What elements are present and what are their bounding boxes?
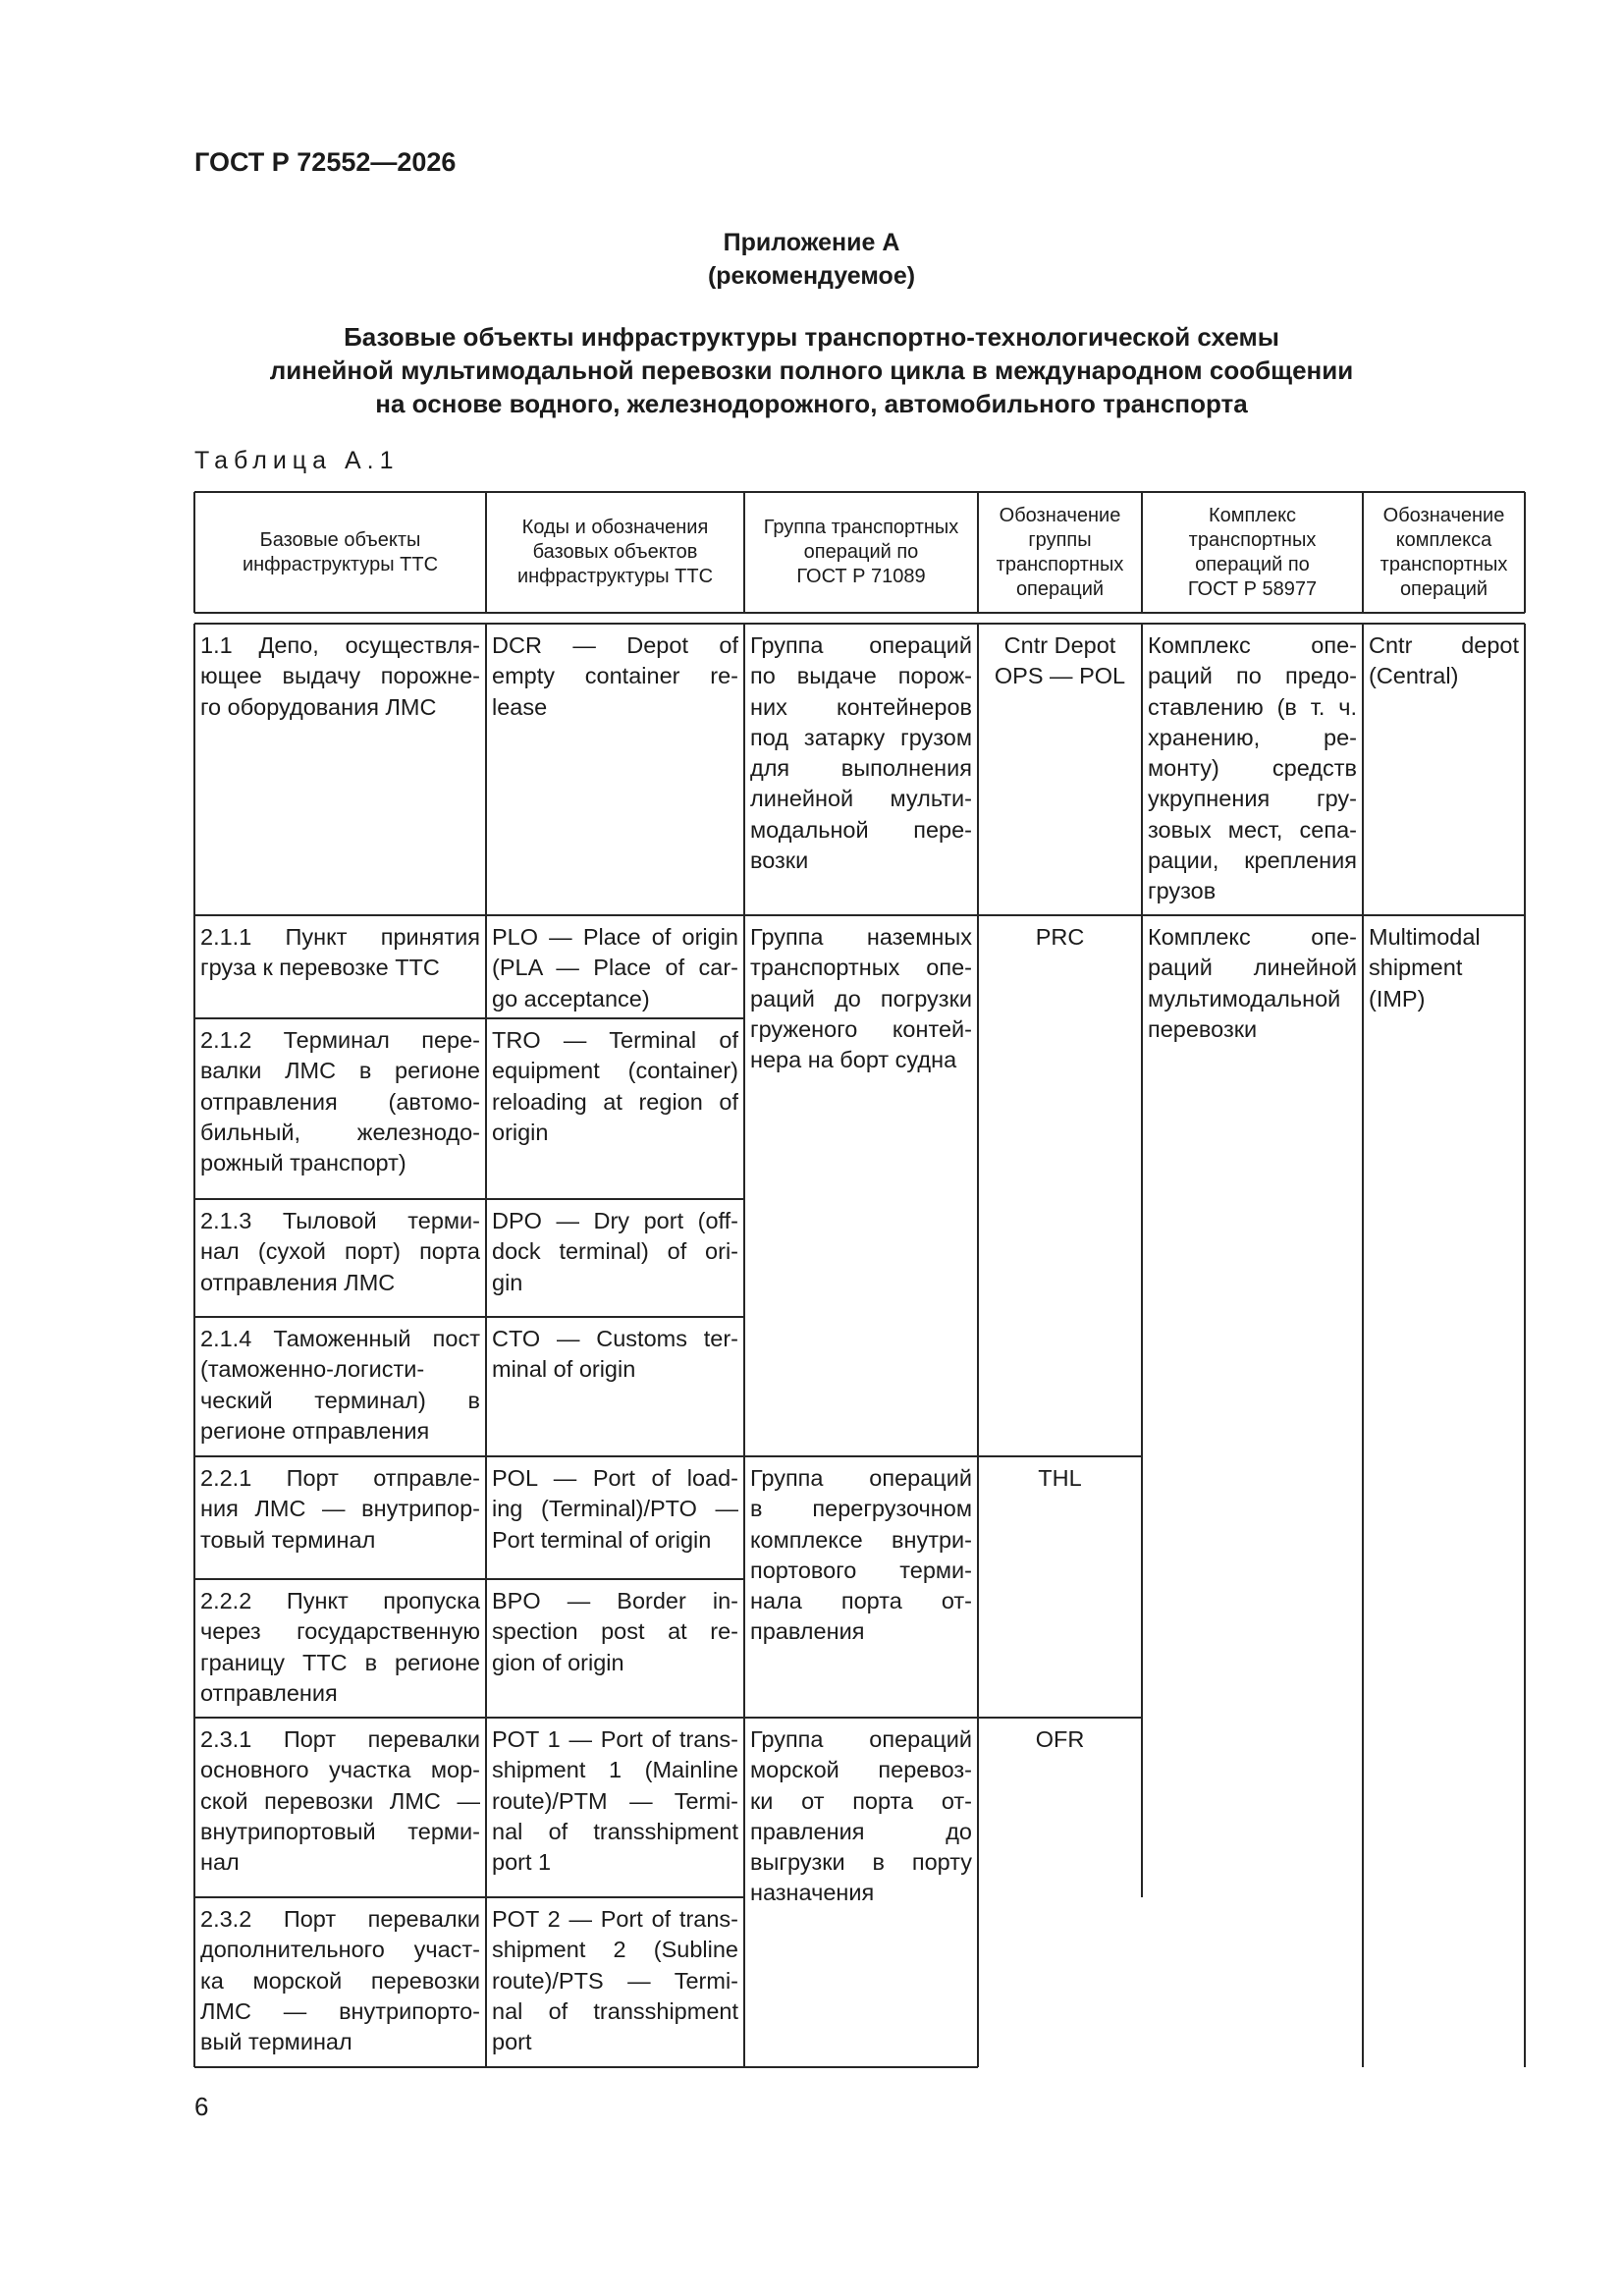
group-designation-cell-line: THL bbox=[1038, 1465, 1082, 1491]
code-cell bbox=[486, 1206, 744, 1298]
code-cell-line: route)/PTS — Termi- bbox=[492, 1967, 738, 1994]
code-cell-line: minal of origin bbox=[492, 1356, 636, 1383]
table-rule bbox=[1524, 624, 1526, 2067]
group-cell-line: правления bbox=[750, 1618, 865, 1645]
table-rule bbox=[194, 1316, 744, 1318]
complex-cell-line: Комплекс опе- bbox=[1148, 924, 1357, 950]
object-cell-line: ка морской перевозки bbox=[200, 1967, 480, 1994]
code-cell-line: DCR — Depot of bbox=[492, 632, 738, 658]
group-cell-line: Группа операций bbox=[750, 632, 972, 658]
code-cell-line: empty container re- bbox=[492, 663, 738, 689]
table-rule bbox=[744, 914, 1142, 916]
complex-cell-line: раций линейной bbox=[1148, 955, 1357, 981]
object-cell bbox=[194, 1724, 486, 1878]
group-cell-line: Группа наземных bbox=[750, 924, 972, 950]
group-cell-line: назначения bbox=[750, 1880, 875, 1906]
code-cell bbox=[486, 1324, 744, 1386]
column-header-line: операций по bbox=[1195, 553, 1310, 575]
code-cell-line: nal of transshipment bbox=[492, 1818, 738, 1844]
group-designation-cell-line: OPS — POL bbox=[994, 663, 1126, 689]
code-cell-line: route)/PTM — Termi- bbox=[492, 1787, 738, 1814]
table-rule bbox=[744, 1455, 1142, 1457]
table-rule bbox=[194, 1896, 744, 1898]
column-header bbox=[1142, 504, 1363, 602]
group-cell-line: Группа операций bbox=[750, 1726, 972, 1752]
table-caption: Таблица А.1 bbox=[194, 447, 400, 474]
object-cell-line: границу ТТС в регионе bbox=[200, 1649, 480, 1675]
code-cell bbox=[486, 1463, 744, 1556]
group-cell-line: нала порта от- bbox=[750, 1588, 972, 1614]
group-cell-line: транспортных опе- bbox=[750, 955, 972, 981]
complex-cell-line: Комплекс опе- bbox=[1148, 632, 1357, 658]
column-header-line: Обозначение bbox=[999, 504, 1121, 526]
table-rule bbox=[193, 492, 195, 613]
complex-designation-cell-line: (IMP) bbox=[1369, 985, 1426, 1011]
column-header-line: комплекса bbox=[1395, 528, 1492, 551]
table-rule bbox=[1524, 492, 1526, 613]
group-designation-cell-line: OFR bbox=[1035, 1726, 1085, 1752]
code-cell-line: POT 2 — Port of trans- bbox=[492, 1906, 738, 1932]
object-cell bbox=[194, 1324, 486, 1447]
object-cell-line: валки ЛМС в регионе bbox=[200, 1058, 480, 1084]
table-rule bbox=[194, 1198, 744, 1200]
table-rule bbox=[194, 1578, 744, 1580]
column-header-line: ГОСТ Р 58977 bbox=[1187, 577, 1318, 600]
group-cell-line: под затарку грузом bbox=[750, 724, 972, 750]
group-cell-line: правления до bbox=[750, 1818, 972, 1844]
code-cell bbox=[486, 1904, 744, 2057]
complex-cell-line: хранению, ре- bbox=[1148, 724, 1357, 750]
column-header-line: операций по bbox=[803, 541, 919, 563]
group-cell bbox=[744, 1463, 978, 1648]
group-designation-cell bbox=[978, 1724, 1142, 1755]
group-cell-line: комплексе внутри- bbox=[750, 1526, 972, 1553]
column-header-line: операций bbox=[1399, 577, 1488, 600]
annex-label: Приложение А bbox=[723, 229, 900, 256]
code-cell-line: PLO — Place of origin bbox=[492, 924, 738, 950]
object-cell-line: (таможенно-логисти- bbox=[200, 1356, 425, 1383]
code-cell bbox=[486, 922, 744, 1014]
table-rule bbox=[1141, 492, 1143, 613]
object-cell-line: ющее выдачу порожне- bbox=[200, 663, 480, 689]
complex-designation-cell bbox=[1363, 630, 1525, 692]
group-cell-line: линейной мульти- bbox=[750, 786, 972, 812]
code-cell-line: Port terminal of origin bbox=[492, 1526, 712, 1553]
table-rule bbox=[194, 491, 1525, 493]
object-cell bbox=[194, 922, 486, 984]
code-cell-line: lease bbox=[492, 693, 548, 720]
code-cell-line: go acceptance) bbox=[492, 985, 650, 1011]
column-header-line: Коды и обозначения bbox=[521, 517, 709, 538]
group-cell-line: морской перевоз- bbox=[750, 1757, 972, 1783]
object-cell-line: внутрипортовый терми- bbox=[200, 1818, 480, 1844]
table-rule bbox=[1362, 492, 1364, 613]
table-rule bbox=[743, 492, 745, 613]
table-rule bbox=[485, 492, 487, 613]
object-cell-line: нал bbox=[200, 1849, 240, 1876]
group-cell-line: для выполнения bbox=[750, 755, 972, 782]
group-cell-line: груженого контей- bbox=[750, 1015, 972, 1042]
object-cell-line: отправления ЛМС bbox=[200, 1269, 396, 1295]
complex-cell-line: грузов bbox=[1148, 878, 1217, 904]
code-cell-line: POL — Port of load- bbox=[492, 1465, 738, 1491]
code-cell-line: shipment 2 (Subline bbox=[492, 1937, 738, 1963]
group-cell-line: портового терми- bbox=[750, 1557, 972, 1583]
object-cell-line: 2.1.3 Тыловой терми- bbox=[200, 1208, 480, 1233]
group-cell-line: в перегрузочном bbox=[750, 1496, 972, 1522]
code-cell-line: port bbox=[492, 2029, 532, 2055]
code-cell bbox=[486, 630, 744, 723]
code-cell-line: shipment 1 (Mainline bbox=[492, 1757, 738, 1783]
object-cell-line: 2.2.1 Порт отправле- bbox=[200, 1465, 480, 1491]
group-designation-cell-line: Cntr Depot bbox=[1003, 632, 1116, 658]
group-cell-line: модальной пере- bbox=[750, 816, 972, 843]
group-cell-line: нера на борт судна bbox=[750, 1047, 957, 1073]
object-cell bbox=[194, 1904, 486, 2057]
object-cell-line: ния ЛМС — внутрипор- bbox=[200, 1496, 480, 1522]
complex-cell-line: укрупнения гру- bbox=[1148, 786, 1357, 812]
object-cell-line: вый терминал bbox=[200, 2029, 352, 2055]
object-cell-line: груза к перевозке ТТС bbox=[200, 955, 440, 981]
object-cell bbox=[194, 1463, 486, 1556]
object-cell bbox=[194, 1206, 486, 1298]
code-cell bbox=[486, 1025, 744, 1148]
column-header-line: Группа транспортных bbox=[763, 517, 959, 538]
complex-cell-line: раций по предо- bbox=[1148, 663, 1357, 689]
table-rule bbox=[194, 2066, 744, 2068]
object-cell-line: ской перевозки ЛМС — bbox=[200, 1787, 480, 1814]
code-cell-line: reloading at region of bbox=[492, 1088, 738, 1115]
code-cell-line: spection post at re- bbox=[492, 1618, 738, 1645]
group-cell-line: выгрузки в порту bbox=[750, 1849, 972, 1876]
code-cell-line: POT 1 — Port of trans- bbox=[492, 1726, 738, 1752]
code-cell-line: port 1 bbox=[492, 1849, 552, 1876]
page-number: 6 bbox=[194, 2092, 209, 2121]
column-header bbox=[194, 528, 486, 577]
object-cell-line: через государственную bbox=[200, 1618, 480, 1645]
object-cell-line: дополнительного участ- bbox=[200, 1937, 480, 1963]
column-header bbox=[1363, 504, 1525, 602]
code-cell-line: dock terminal) of ori- bbox=[492, 1238, 738, 1265]
annex-title-line: на основе водного, железнодорожного, автомобильного транспорта bbox=[375, 389, 1248, 418]
complex-designation-cell-line: Cntr depot bbox=[1369, 632, 1519, 658]
group-designation-cell bbox=[978, 1463, 1142, 1494]
table-rule bbox=[194, 1017, 744, 1019]
group-cell-line: возки bbox=[750, 847, 809, 874]
annex-title-line: линейной мультимодальной перевозки полного цикла в международном сообщении bbox=[269, 355, 1354, 385]
object-cell-line: 1.1 Депо, осуществля- bbox=[200, 632, 480, 658]
object-cell-line: рожный транспорт) bbox=[200, 1150, 406, 1176]
column-header-line: инфраструктуры ТТС bbox=[516, 566, 714, 587]
complex-cell-line: перевозки bbox=[1148, 1015, 1258, 1042]
table-rule bbox=[744, 2066, 978, 2068]
object-cell-line: 2.1.2 Терминал пере- bbox=[200, 1027, 480, 1053]
code-cell-line: nal of transshipment bbox=[492, 1997, 738, 2024]
group-cell-line: раций до погрузки bbox=[750, 985, 972, 1011]
group-designation-cell-line: PRC bbox=[1035, 924, 1085, 950]
object-cell-line: го оборудования ЛМС bbox=[200, 693, 437, 720]
standard-designation: ГОСТ Р 72552—2026 bbox=[194, 147, 457, 177]
table-rule bbox=[194, 1455, 744, 1457]
table-rule bbox=[744, 1717, 1142, 1719]
complex-cell-line: рации, крепления bbox=[1148, 847, 1357, 874]
complex-cell-line: зовых мест, сепа- bbox=[1148, 816, 1357, 843]
column-header bbox=[744, 516, 978, 589]
column-header-line: Комплекс bbox=[1208, 504, 1297, 526]
complex-designation-cell-line: Multimodal bbox=[1369, 924, 1481, 950]
column-header-line: транспортных bbox=[996, 553, 1124, 575]
object-cell-line: 2.2.2 Пункт пропуска bbox=[200, 1588, 480, 1613]
object-cell bbox=[194, 1586, 486, 1709]
table-rule bbox=[194, 1717, 744, 1719]
object-cell-line: 2.1.4 Таможенный пост bbox=[200, 1326, 480, 1351]
code-cell-line: ing (Terminal)/PTO — bbox=[492, 1496, 738, 1522]
complex-cell bbox=[1142, 922, 1363, 1045]
column-header bbox=[486, 516, 744, 589]
column-header bbox=[978, 504, 1142, 602]
group-cell-line: Группа операций bbox=[750, 1465, 972, 1491]
code-cell-line: gin bbox=[492, 1269, 523, 1295]
group-cell-line: них контейнеров bbox=[750, 693, 972, 720]
object-cell-line: 2.1.1 Пункт принятия bbox=[200, 924, 480, 950]
object-cell-line: регионе отправления bbox=[200, 1417, 430, 1444]
column-header-line: ГОСТ Р 71089 bbox=[796, 566, 926, 587]
column-header-line: транспортных bbox=[1188, 528, 1317, 551]
object-cell-line: отправления (автомо- bbox=[200, 1088, 480, 1115]
complex-designation-cell-line: shipment bbox=[1369, 955, 1463, 981]
object-cell-line: отправления bbox=[200, 1679, 338, 1706]
object-cell-line: 2.3.1 Порт перевалки bbox=[200, 1726, 480, 1752]
table-rule bbox=[194, 623, 1525, 625]
code-cell-line: BPO — Border in- bbox=[492, 1588, 738, 1613]
object-cell-line: ЛМС — внутрипорто- bbox=[200, 1997, 480, 2024]
column-header-line: транспортных bbox=[1380, 553, 1508, 575]
group-designation-cell bbox=[978, 922, 1142, 953]
code-cell-line: TRO — Terminal of bbox=[492, 1027, 738, 1053]
object-cell-line: ческий терминал) в bbox=[200, 1387, 480, 1413]
object-cell-line: основного участка мор- bbox=[200, 1757, 480, 1783]
annex-status: (рекомендуемое) bbox=[707, 262, 916, 290]
table-rule bbox=[194, 612, 1525, 614]
code-cell-line: origin bbox=[492, 1119, 549, 1145]
complex-cell-line: мультимодальной bbox=[1148, 985, 1341, 1011]
code-cell-line: (PLA — Place of car- bbox=[492, 955, 738, 981]
group-cell bbox=[744, 922, 978, 1075]
column-header-line: инфраструктуры ТТС bbox=[242, 553, 439, 575]
complex-designation-cell-line: (Central) bbox=[1369, 663, 1459, 689]
complex-cell bbox=[1142, 630, 1363, 907]
object-cell-line: нал (сухой порт) порта bbox=[200, 1238, 480, 1265]
object-cell-line: 2.3.2 Порт перевалки bbox=[200, 1906, 480, 1932]
object-cell bbox=[194, 1025, 486, 1178]
column-header-line: базовых объектов bbox=[532, 541, 698, 563]
code-cell bbox=[486, 1724, 744, 1878]
column-header-line: Базовые объекты bbox=[259, 528, 421, 551]
object-cell bbox=[194, 630, 486, 723]
code-cell-line: DPO — Dry port (off- bbox=[492, 1208, 738, 1233]
column-header-line: операций bbox=[1015, 577, 1105, 600]
code-cell bbox=[486, 1586, 744, 1678]
complex-cell-line: ставлению (в т. ч. bbox=[1148, 693, 1357, 720]
complex-cell-line: монту) средств bbox=[1148, 755, 1357, 782]
code-cell-line: equipment (container) bbox=[492, 1058, 738, 1084]
code-cell-line: gion of origin bbox=[492, 1649, 624, 1675]
column-header-line: группы bbox=[1028, 528, 1092, 551]
group-cell bbox=[744, 630, 978, 876]
complex-designation-cell bbox=[1363, 922, 1525, 1014]
object-cell-line: товый терминал bbox=[200, 1526, 376, 1553]
code-cell-line: CTO — Customs ter- bbox=[492, 1326, 738, 1351]
column-header-line: Обозначение bbox=[1382, 504, 1505, 526]
group-cell bbox=[744, 1724, 978, 1909]
annex-title-line: Базовые объекты инфраструктуры транспортно-технологической схемы bbox=[344, 322, 1279, 352]
object-cell-line: бильный, железнодо- bbox=[200, 1119, 480, 1145]
group-cell-line: по выдаче порож- bbox=[750, 663, 972, 689]
group-cell-line: ки от порта от- bbox=[750, 1787, 972, 1814]
group-designation-cell bbox=[978, 630, 1142, 692]
table-rule bbox=[1142, 914, 1525, 916]
table-rule bbox=[977, 492, 979, 613]
table-rule bbox=[194, 914, 744, 916]
